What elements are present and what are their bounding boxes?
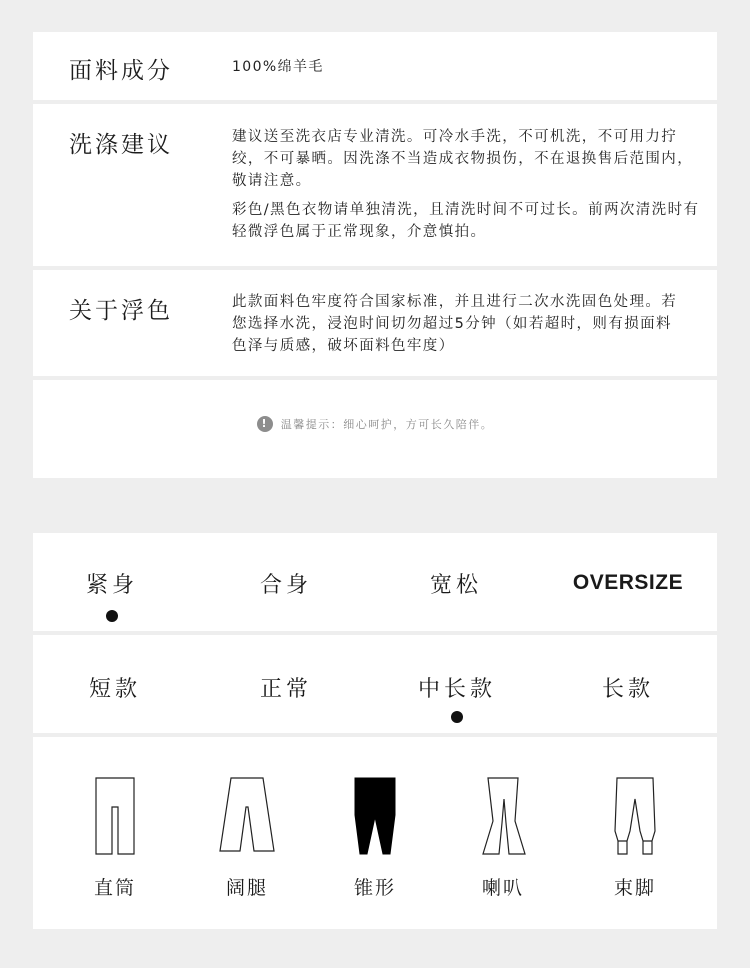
fit-option-tight: 紧身 (85, 573, 138, 598)
flare-pants-icon (482, 777, 526, 855)
color-fastness-title: 关于浮色 (69, 298, 173, 324)
fabric-title: 面料成分 (69, 58, 173, 84)
washing-section (33, 104, 717, 266)
straight-pants-icon (95, 777, 135, 855)
washing-title: 洗涤建议 (69, 132, 173, 158)
fabric-text: 100%绵羊毛 (232, 59, 324, 75)
fabric-section (33, 32, 717, 100)
tapered-pants-icon (354, 777, 396, 855)
pant-style-label: 喇叭 (481, 877, 524, 899)
color-fastness-text: 此款面料色牢度符合国家标准，并且进行二次水洗固色处理。若您选择水洗，浸泡时间切勿超过5分钟（如若超时，则有损面料色泽与质感，破坏面料色牢度） (232, 294, 678, 354)
length-option-normal: 正常 (259, 677, 312, 702)
jogger-pants-icon (614, 777, 656, 855)
pant-style-label: 阔腿 (225, 877, 268, 899)
length-section (33, 635, 717, 733)
pant-style-section (33, 737, 717, 929)
length-option-short: 短款 (88, 677, 141, 702)
tip-section (33, 380, 717, 478)
fit-section (33, 533, 717, 631)
fit-option-regular: 合身 (259, 573, 312, 598)
color-fastness-section (33, 270, 717, 376)
tip-text: 温馨提示：细心呵护，方可长久陪伴。 (280, 418, 494, 431)
pant-style-label: 直筒 (93, 877, 136, 899)
wide-leg-pants-icon (219, 777, 275, 855)
pant-style-label: 束脚 (613, 877, 656, 899)
washing-paragraph: 建议送至洗衣店专业清洗。可冷水手洗，不可机洗，不可用力拧绞，不可暴晒。因洗涤不当造成衣物损伤，不在退换售后范围内，敬请注意。 (232, 129, 694, 189)
washing-text (232, 126, 702, 243)
pant-style-label: 锥形 (353, 877, 396, 899)
exclamation-icon: ! (257, 416, 273, 432)
length-option-mid-long: 中长款 (417, 677, 496, 702)
tip (33, 416, 717, 432)
fit-option-loose: 宽松 (429, 573, 482, 598)
fit-selected-dot (106, 610, 118, 622)
length-selected-dot (451, 711, 463, 723)
washing-paragraph: 彩色/黑色衣物请单独清洗，且清洗时间不可过长。前两次清洗时有轻微浮色属于正常现象，介意慎拍。 (232, 202, 700, 240)
length-option-long: 长款 (601, 677, 654, 702)
fit-option-oversize: OVERSIZE (572, 571, 684, 594)
